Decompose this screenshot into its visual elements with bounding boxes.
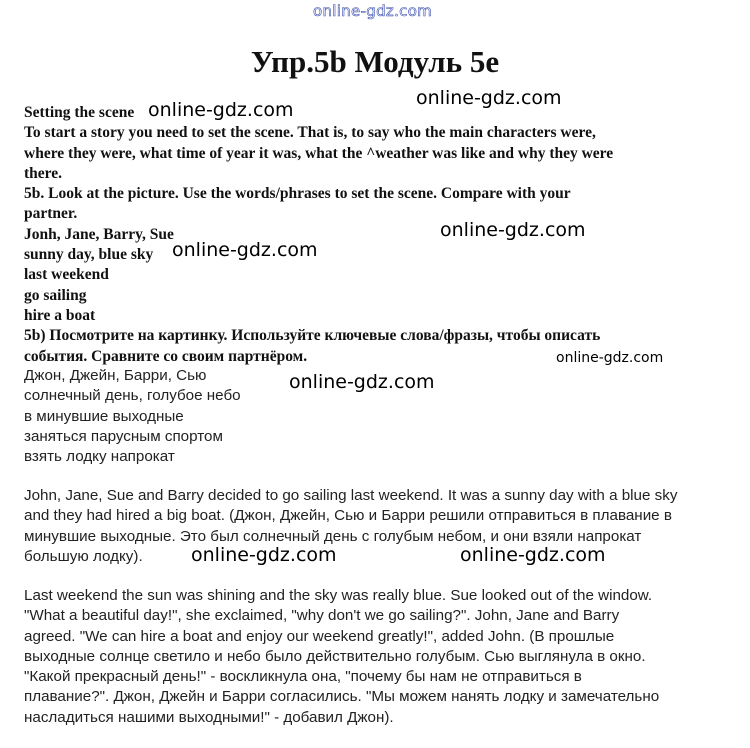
paragraph-line: насладиться нашими выходными!" - добавил Джон).: [24, 708, 394, 726]
keyword-ru-line: Джон, Джейн, Барри, Сью: [24, 367, 207, 384]
paragraph-line: минувшие выходные. Это был солнечный день с голубым небом, и они взяли напрокат: [24, 527, 642, 545]
watermark: online-gdz.com: [556, 350, 664, 366]
keyword-ru-line: заняться парусным спортом: [24, 427, 223, 445]
watermark: online-gdz.com: [289, 371, 435, 393]
keyword-ru-line: взять лодку напрокат: [24, 448, 175, 466]
page-title: Упр.5b Модуль 5e: [250, 44, 500, 79]
keyword-line: sunny day, blue sky: [24, 246, 154, 264]
paragraph-line: большую лодку).: [24, 547, 143, 565]
watermark: online-gdz.com: [440, 219, 586, 241]
answer-paragraph-2: [24, 586, 659, 728]
paragraph-line: agreed. "We can hire a boat and enjoy our weekend greatly!", added John. (В прошлые: [24, 627, 615, 645]
paragraph-line: выходные солнце светило и небо было действительно голубым. Сью выглянула в окно.: [24, 647, 646, 665]
keyword-ru-line: в минувшие выходные: [24, 407, 184, 425]
paragraph-line: "Какой прекрасный день!" - воскликнула она, "почему бы нам не отправиться в: [24, 668, 582, 686]
keywords-ru: [24, 366, 241, 467]
paragraph-line: and they had hired a big boat. (Джон, Джейн, Сью и Барри решили отправиться в плавание в: [24, 507, 672, 525]
intro-line: there.: [24, 164, 63, 182]
task-line: 5b. Look at the picture. Use the words/phrases to set the scene. Compare with your: [24, 185, 571, 203]
watermark: online-gdz.com: [172, 239, 318, 261]
watermark: online-gdz.com: [416, 87, 562, 109]
top-watermark: online-gdz.com: [313, 2, 433, 20]
keyword-line: hire a boat: [24, 306, 96, 324]
keyword-ru-line: солнечный день, голубое небо: [24, 387, 241, 405]
watermark: online-gdz.com: [460, 544, 606, 566]
paragraph-line: "What a beautiful day!", she exclaimed, "why don't we go sailing?". John, Jane and Barry: [24, 607, 620, 625]
watermark: online-gdz.com: [148, 99, 294, 121]
intro-line: where they were, what time of year it was, what the ^weather was like and why they were: [24, 144, 614, 162]
paragraph-line: John, Jane, Sue and Barry decided to go sailing last weekend. It was a sunny day with a blue sky: [24, 487, 678, 504]
task-line: partner.: [24, 205, 78, 223]
paragraph-line: Last weekend the sun was shining and the sky was really blue. Sue looked out of the window.: [24, 587, 653, 604]
keyword-line: last weekend: [24, 266, 109, 284]
section-heading: Setting the scene: [24, 104, 135, 121]
paragraph-line: плавание?". Джон, Джейн и Барри согласились. "Мы можем нанять лодку и замечательно: [24, 688, 660, 706]
intro-line: To start a story you need to set the scene. That is, to say who the main characters were,: [24, 124, 596, 142]
keyword-line: go sailing: [24, 286, 87, 304]
watermark: online-gdz.com: [191, 544, 337, 566]
keyword-line: Jonh, Jane, Barry, Sue: [24, 225, 174, 243]
task-line-ru: 5b) Посмотрите на картинку. Используйте ключевые слова/фразы, чтобы описать: [24, 327, 601, 345]
task-line-ru: события. Сравните со своим партнёром.: [24, 347, 308, 365]
